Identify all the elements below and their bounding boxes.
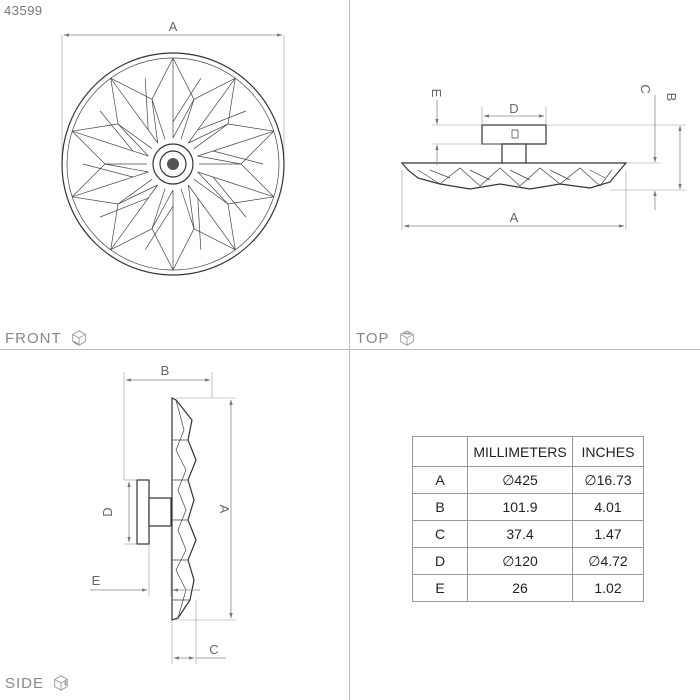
table-cell: 101.9 [468,494,573,521]
table-cell: 1.47 [573,521,644,548]
drawing-code: 43599 [4,3,43,18]
cube-icon [398,329,416,347]
cube-icon [70,329,88,347]
table-row [413,548,644,575]
top-dimension-c-label: C [638,84,653,94]
table-cell: B [413,494,468,521]
table-cell: 4.01 [573,494,644,521]
table-header-cell [413,437,468,467]
side-dimension-a-label: A [217,504,232,514]
side-dimension-b-label: B [160,363,170,378]
front-dimension-a-label: A [168,19,178,34]
top-view-label: TOP [356,329,416,347]
table-header-cell: INCHES [573,437,644,467]
side-canopy-base [137,480,149,544]
table-cell: E [413,575,468,602]
top-shade-profile [402,163,626,189]
top-dimension-a-label: A [509,210,519,225]
top-canopy-neck [502,144,526,164]
side-dimension-d-label: D [100,507,115,517]
table-cell: C [413,521,468,548]
side-canopy-neck [149,498,171,526]
front-view-drawing [62,19,284,275]
table-cell: 37.4 [468,521,573,548]
table-row [413,575,644,602]
table-cell: 1.02 [573,575,644,602]
table-row [413,521,644,548]
table-row [413,494,644,521]
side-dimension-e-label: E [91,573,101,588]
dimension-table [412,436,644,602]
table-cell: A [413,467,468,494]
front-canopy-center [167,158,179,170]
top-dimension-b-label: B [664,92,679,102]
table-header-row [413,437,644,467]
top-dimension-d-label: D [509,101,519,116]
table-cell: D [413,548,468,575]
cube-icon [52,674,70,692]
top-view-drawing [402,84,686,230]
table-cell: ∅425 [468,467,573,494]
table-cell: ∅16.73 [573,467,644,494]
table-cell: ∅4.72 [573,548,644,575]
side-dimension-c-label: C [209,642,219,657]
side-view-label: SIDE [5,674,70,692]
table-cell: ∅120 [468,548,573,575]
side-view-drawing [90,363,236,664]
top-dimension-e-label: E [429,88,444,98]
front-view-label: FRONT [5,329,88,347]
table-header-cell: MILLIMETERS [468,437,573,467]
top-canopy-base [482,125,546,144]
table-row [413,467,644,494]
table-cell: 26 [468,575,573,602]
